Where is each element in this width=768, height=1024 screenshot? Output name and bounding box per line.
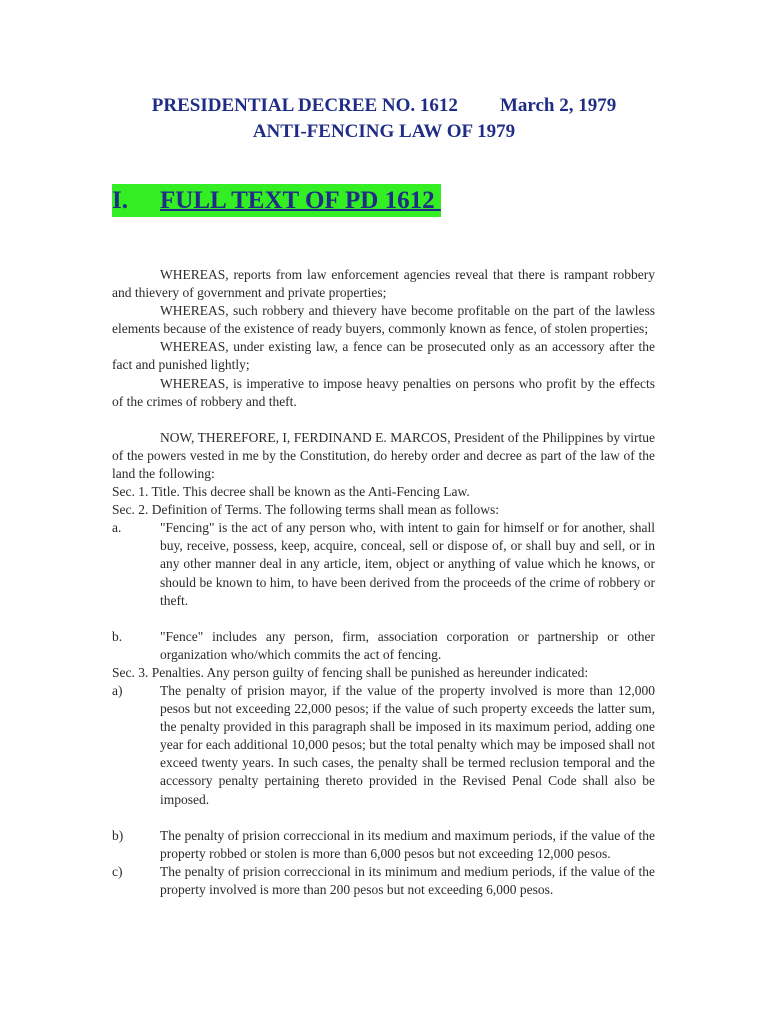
whereas-clause: WHEREAS, such robbery and thievery have become profitable on the part of the lawless elements because of the existence of ready buyers, commonly known as fence, of stolen properties; [112, 303, 655, 337]
document-header [0, 93, 768, 145]
item-text: The penalty of prision correccional in its medium and maximum periods, if the value of the property robbed or stolen is more than 6,000 pesos but not exceeding 12,000 pesos. [160, 827, 655, 861]
item-text: The penalty of prision mayor, if the value of the property involved is more than 12,000 pesos but not exceeding 22,000 pesos; if the value of such property exceeds the latter sum, the penalty provided in this paragraph shall be imposed in its maximum period, adding one year for each additional 10,000 pesos; but the total penalty which may be imposed shall not exceed twenty years. In such cases, the penalty shall be termed reclusion temporal and the accessory penalty pertaining thereto provided in the Revised Penal Code shall also be imposed. [160, 682, 655, 807]
section-number: I. [112, 187, 128, 214]
document-body [112, 266, 655, 899]
penalty-c [112, 863, 655, 899]
whereas-clause: WHEREAS, reports from law enforcement agencies reveal that there is rampant robbery and thievery of government and private properties; [112, 267, 655, 301]
whereas-clause: WHEREAS, is imperative to impose heavy penalties on persons who profit by the effects of the crimes of robbery and theft. [112, 375, 655, 409]
decree-number: PRESIDENTIAL DECREE NO. 1612 [151, 95, 458, 116]
section-heading [112, 184, 441, 217]
section-title: FULL TEXT OF PD 1612 [160, 187, 441, 214]
decree-date: March 2, 1979 [499, 95, 617, 116]
item-text: "Fencing" is the act of any person who, with intent to gain for himself or for another, shall buy, receive, possess, keep, acquire, conceal, sell or dispose of, or shall buy and sell, or in any other manner deal in any article, item, object or anything of value which he knows, or should be known to him, to have been derived from the proceeds of the crime of robbery or theft. [160, 520, 655, 608]
item-label: b. [112, 628, 123, 644]
decree-subtitle: ANTI-FENCING LAW OF 1979 [252, 121, 516, 142]
now-therefore-clause: NOW, THEREFORE, I, FERDINAND E. MARCOS, President of the Philippines by virtue of the powers vested in me by the Constitution, do hereby order and decree as part of the law of the land the following: [112, 429, 655, 481]
penalty-a [112, 682, 655, 809]
definition-a [112, 519, 655, 609]
whereas-clause: WHEREAS, under existing law, a fence can be prosecuted only as an accessory after the fact and punished lightly; [112, 339, 655, 373]
item-text: "Fence" includes any person, firm, association corporation or partnership or other organization who/which commits the act of fencing. [160, 628, 655, 662]
section-3: Sec. 3. Penalties. Any person guilty of fencing shall be punished as hereunder indicated: [112, 664, 589, 680]
item-text: The penalty of prision correccional in its minimum and medium periods, if the value of the property involved is more than 200 pesos but not exceeding 6,000 pesos. [160, 863, 655, 897]
definition-b [112, 628, 655, 664]
decree-line [0, 93, 768, 119]
section-1: Sec. 1. Title. This decree shall be known as the Anti-Fencing Law. [112, 484, 470, 500]
item-label: a) [112, 682, 123, 698]
item-label: a. [112, 520, 122, 536]
section-2: Sec. 2. Definition of Terms. The following terms shall mean as follows: [112, 502, 499, 518]
item-label: b) [112, 827, 124, 843]
item-label: c) [112, 863, 123, 879]
penalty-b [112, 827, 655, 863]
